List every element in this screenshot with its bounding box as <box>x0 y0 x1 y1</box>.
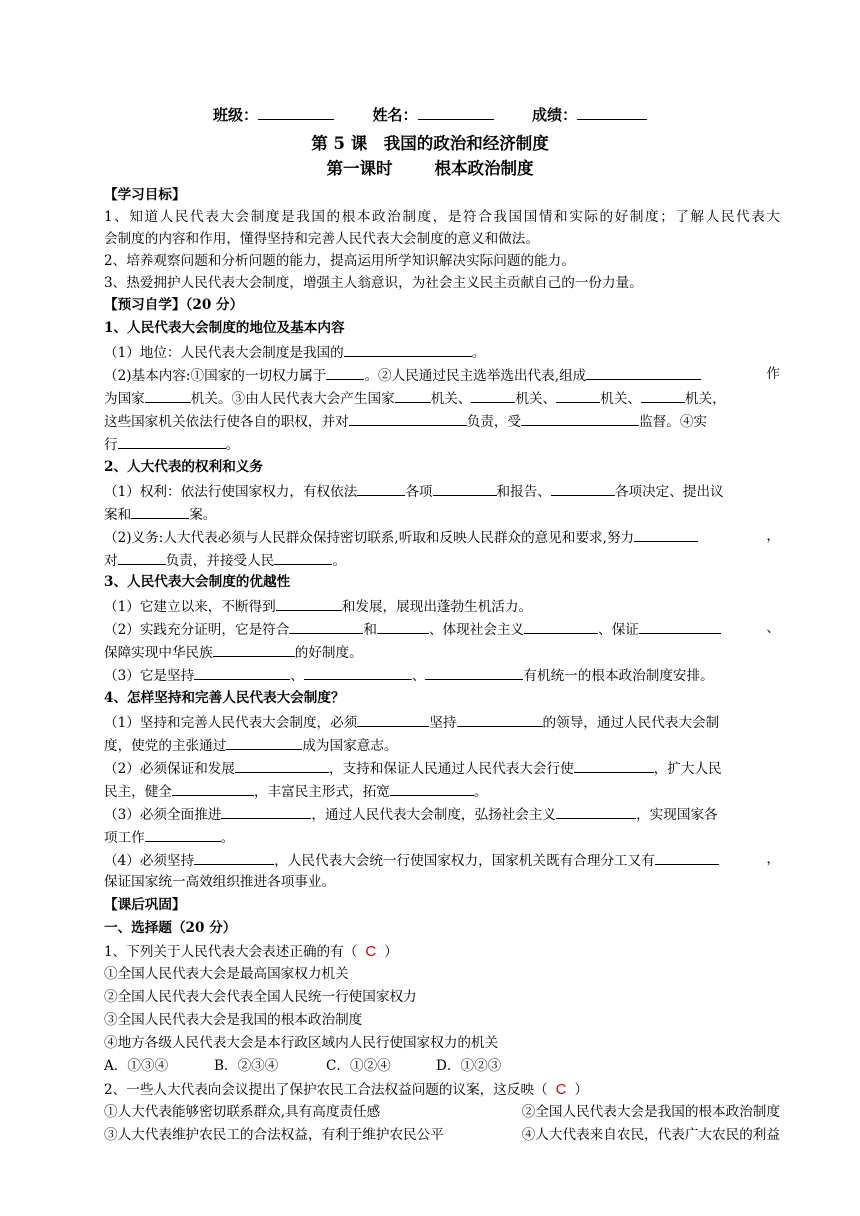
q4-line-3: （2）必须保证和发展 ，支持和保证人民通过人民代表大会行使 ，扩大人民 <box>104 757 780 780</box>
blank[interactable] <box>274 549 332 565</box>
heading-1: 1、人民代表大会制度的地位及基本内容 <box>104 320 345 336</box>
class-label: 班级： <box>213 106 259 124</box>
question-2-answer: C <box>555 1081 567 1098</box>
blank[interactable] <box>289 618 363 634</box>
blank[interactable] <box>556 803 636 819</box>
blank[interactable] <box>131 503 189 519</box>
q4-line-6: 项工作 。 <box>104 826 780 849</box>
blank[interactable] <box>276 595 342 611</box>
score-label: 成绩： <box>531 106 577 124</box>
goal-1-line-2: 会制度的内容和作用，懂得坚持和完善人民代表大会制度的意义和做法。 <box>104 231 539 247</box>
blank[interactable] <box>194 849 274 865</box>
q1-content-line-3: 这些国家机关依法行使各自的职权，并对 负责，受 监督。④实 <box>104 410 780 433</box>
question-1-option-3: ③全国人民代表大会是我国的根本政治制度 <box>104 1012 363 1028</box>
q1-content-line-4: 行 。 <box>104 433 780 456</box>
blank[interactable] <box>425 664 523 680</box>
class-blank[interactable] <box>258 104 334 120</box>
blank[interactable] <box>551 480 615 496</box>
blank[interactable] <box>349 410 467 426</box>
blank[interactable] <box>145 387 191 403</box>
q3-line-3: 保障实现中华民族 的好制度。 <box>104 641 780 664</box>
blank[interactable] <box>395 387 431 403</box>
question-2-option-3: ③人大代表维护农民工的合法权益，有利于维护农民公平 <box>104 1127 444 1143</box>
question-1-answer: C <box>365 943 377 960</box>
blank[interactable] <box>524 618 598 634</box>
q2-duty-line-1: （2)义务:人大代表必须与人民群众保持密切联系,听取和反映人民群众的意见和要求,努力 ， <box>104 528 780 546</box>
heading-3: 3、人民代表大会制度的优越性 <box>104 574 291 590</box>
blank[interactable] <box>304 664 412 680</box>
question-1-option-2: ②全国人民代表大会代表全国人民统一行使国家权力 <box>104 989 417 1005</box>
question-2-options-row-1 <box>104 1102 780 1123</box>
q4-line-2: 度，使党的主张通过 成为国家意志。 <box>104 734 780 757</box>
goal-1-line-1: 1、知道人民代表大会制度是我国的根本政治制度，是符合我国国情和实际的好制度；了解人民代表大 <box>104 209 780 225</box>
subtitle-period: 第一课时 <box>326 159 393 178</box>
goal-3: 3、热爱拥护人民代表大会制度，增强主人翁意识，为社会主义民主贡献自己的一份力量。 <box>104 275 643 291</box>
heading-4: 4、怎样坚持和完善人民代表大会制度？ <box>104 690 345 706</box>
question-1-stem: 1、下列关于人民代表大会表述正确的有（ C ） <box>104 943 398 960</box>
blank[interactable] <box>634 526 698 542</box>
lesson-title: 第 5 课 我国的政治和经济制度 <box>311 134 549 153</box>
blank[interactable] <box>641 387 685 403</box>
blank[interactable] <box>213 641 295 657</box>
question-2-option-2: ②全国人民代表大会是我国的根本政治制度 <box>521 1104 780 1120</box>
name-blank[interactable] <box>418 104 494 120</box>
blank[interactable] <box>574 757 654 773</box>
q1-content-line-2: 为国家 机关。③由人民代表大会产生国家 机关、 机关、 机关、 机关， <box>104 387 780 410</box>
question-1-option-4: ④地方各级人民代表大会是本行政区域内人民行使国家权力的机关 <box>104 1035 499 1051</box>
name-label: 姓名： <box>372 106 418 124</box>
q2-rights-line-1: （1）权利：依法行使国家权力，有权依法 各项 和报告、 各项决定、提出议 <box>104 480 780 503</box>
question-2-option-4: ④人大代表来自农民，代表广大农民的利益 <box>521 1127 780 1143</box>
blank[interactable] <box>194 664 290 680</box>
goal-2: 2、培养观察问题和分析问题的能力，提高运用所学知识解决实际问题的能力。 <box>104 253 575 269</box>
q4-line-1: （1）坚持和完善人民代表大会制度，必须 坚持 的领导，通过人民代表大会制 <box>104 711 780 734</box>
blank[interactable] <box>344 341 472 357</box>
blank[interactable] <box>357 711 429 727</box>
blank[interactable] <box>521 410 639 426</box>
q4-line-8: 保证国家统一高效组织推进各项事业。 <box>104 874 336 890</box>
blank[interactable] <box>390 780 474 796</box>
q2-rights-line-2: 案和 案。 <box>104 503 780 526</box>
blank[interactable] <box>235 757 329 773</box>
q1-content-line-1: （2)基本内容:①国家的一切权力属于 。②人民通过民主选举选出代表,组成 作 <box>104 366 780 384</box>
subtitle-topic: 根本政治制度 <box>434 159 534 178</box>
blank[interactable] <box>655 849 719 865</box>
blank[interactable] <box>118 433 226 449</box>
q3-line-4: （3）它是坚持 、 、 有机统一的根本政治制度安排。 <box>104 664 780 687</box>
blank[interactable] <box>118 549 166 565</box>
blank[interactable] <box>457 711 543 727</box>
blank[interactable] <box>221 803 311 819</box>
question-1-option-1: ①全国人民代表大会是最高国家权力机关 <box>104 966 349 982</box>
choice-section-heading: 一、选择题（20 分） <box>104 920 237 936</box>
blank[interactable] <box>377 618 429 634</box>
q4-line-7: （4）必须坚持 ，人民代表大会统一行使国家权力，国家机关既有合理分工又有 ， <box>104 851 780 869</box>
section-learning-goals: 【学习目标】 <box>104 187 186 203</box>
heading-2: 2、人大代表的权利和义务 <box>104 459 263 475</box>
q4-line-4: 民主，健全 ，丰富民主形式，拓宽 。 <box>104 780 780 803</box>
question-2-option-1: ①人大代表能够密切联系群众,具有高度责任感 <box>104 1104 381 1120</box>
blank[interactable] <box>145 826 221 842</box>
q4-line-5: （3）必须全面推进 ，通过人民代表大会制度，弘扬社会主义 ，实现国家各 <box>104 803 780 826</box>
blank[interactable] <box>326 364 364 380</box>
blank[interactable] <box>586 364 701 380</box>
question-2-stem: 2、一些人大代表向会议提出了保护农民工合法权益问题的议案，这反映（ C ） <box>104 1081 589 1098</box>
q3-line-2: （2）实践充分证明，它是符合 和 、体现社会主义 、保证 、 <box>104 620 780 638</box>
student-info-line <box>0 104 860 125</box>
choice-a[interactable]: A．①③④ <box>104 1058 169 1074</box>
blank[interactable] <box>433 480 497 496</box>
blank[interactable] <box>556 387 600 403</box>
choice-c[interactable]: C．①②④ <box>326 1058 391 1074</box>
blank[interactable] <box>172 780 254 796</box>
score-blank[interactable] <box>577 104 647 120</box>
q3-line-1: （1）它建立以来，不断得到 和发展，展现出蓬勃生机活力。 <box>104 595 780 618</box>
q2-duty-line-2: 对 负责，并接受人民 。 <box>104 549 780 572</box>
choice-d[interactable]: D．①②③ <box>436 1058 502 1074</box>
blank[interactable] <box>639 618 721 634</box>
section-preview: 【预习自学】（20 分） <box>104 297 244 313</box>
question-2-options-row-2 <box>104 1125 780 1146</box>
q1-status-line: （1）地位：人民代表大会制度是我国的 。 <box>104 341 780 364</box>
section-after-class: 【课后巩固】 <box>104 897 186 913</box>
lesson-subtitle <box>0 155 860 179</box>
blank[interactable] <box>226 734 302 750</box>
blank[interactable] <box>357 480 405 496</box>
choice-b[interactable]: B．②③④ <box>214 1058 279 1074</box>
question-1-choices <box>104 1056 780 1077</box>
blank[interactable] <box>471 387 515 403</box>
